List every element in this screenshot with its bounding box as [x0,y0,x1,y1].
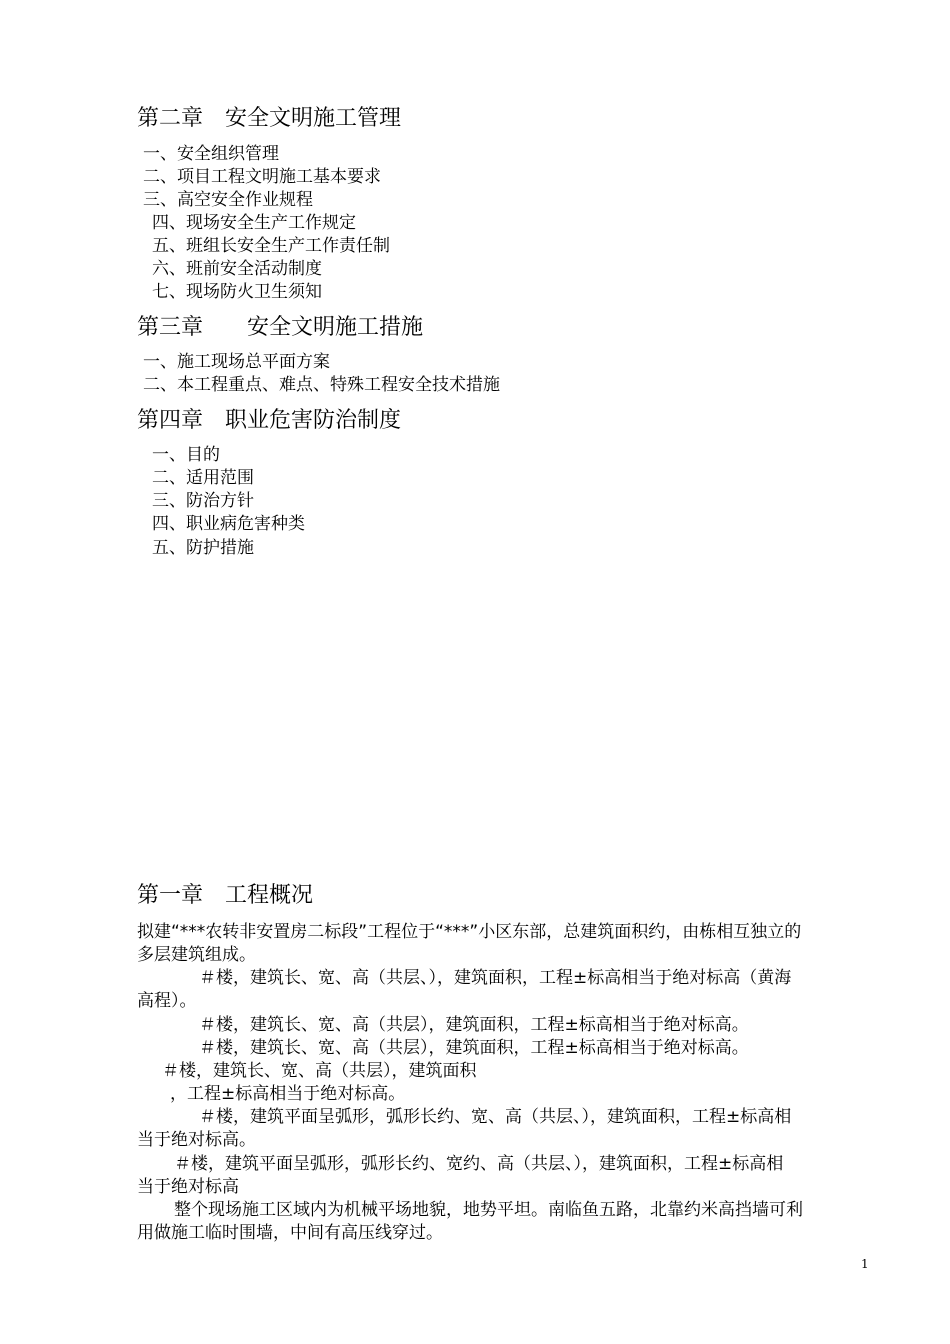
toc-item: 六、班前安全活动制度 [152,259,322,279]
body-line: 当于绝对标高。 [137,1130,256,1150]
toc-chapter3-title: 第三章 安全文明施工措施 [137,315,424,340]
body-line: 拟建“***农转非安置房二标段”工程位于“***”小区东部，总建筑面积约，由栋相互独立的 [137,922,802,942]
toc-item: 五、班组长安全生产工作责任制 [152,236,390,256]
toc-chapter2-title: 第二章 安全文明施工管理 [137,106,402,131]
toc-chapter4-title: 第四章 职业危害防治制度 [137,408,402,433]
toc-item: 七、现场防火卫生须知 [152,282,322,302]
body-line: ＃楼，建筑长、宽、高（共层、），建筑面积，工程±标高相当于绝对标高（黄海 [199,968,792,988]
toc-item: 三、高空安全作业规程 [143,190,313,210]
toc-item: 四、职业病危害种类 [152,514,305,534]
page-number: 1 [861,1257,869,1271]
toc-item: 一、安全组织管理 [143,144,279,164]
toc-item: 一、施工现场总平面方案 [143,352,330,372]
toc-item: 一、目的 [152,445,220,465]
toc-item: 四、现场安全生产工作规定 [152,213,356,233]
body-line: 多层建筑组成。 [137,945,256,965]
body-line: 整个现场施工区域内为机械平场地貌，地势平坦。南临鱼五路，北靠约米高挡墙可利 [174,1200,803,1220]
toc-item: 二、本工程重点、难点、特殊工程安全技术措施 [143,375,500,395]
body-line: ＃楼，建筑长、宽、高（共层），建筑面积，工程±标高相当于绝对标高。 [199,1015,749,1035]
body-line: ＃楼，建筑平面呈弧形，弧形长约、宽约、高（共层、），建筑面积，工程±标高相 [174,1154,784,1174]
toc-item: 三、防治方针 [152,491,254,511]
chapter1-title: 第一章 工程概况 [137,883,314,908]
body-line: ＃楼，建筑平面呈弧形，弧形长约、宽、高（共层、），建筑面积，工程±标高相 [199,1107,792,1127]
toc-item: 五、防护措施 [152,538,254,558]
body-line: ，工程±标高相当于绝对标高。 [170,1084,406,1104]
body-line: 用做施工临时围墙，中间有高压线穿过。 [137,1223,443,1243]
toc-item: 二、适用范围 [152,468,254,488]
body-line: 当于绝对标高 [137,1177,239,1197]
body-line: ＃楼，建筑长、宽、高（共层），建筑面积，工程±标高相当于绝对标高。 [199,1038,749,1058]
body-line: 高程）。 [137,991,197,1011]
body-line: ＃楼，建筑长、宽、高（共层），建筑面积 [162,1061,477,1081]
toc-item: 二、项目工程文明施工基本要求 [143,167,381,187]
